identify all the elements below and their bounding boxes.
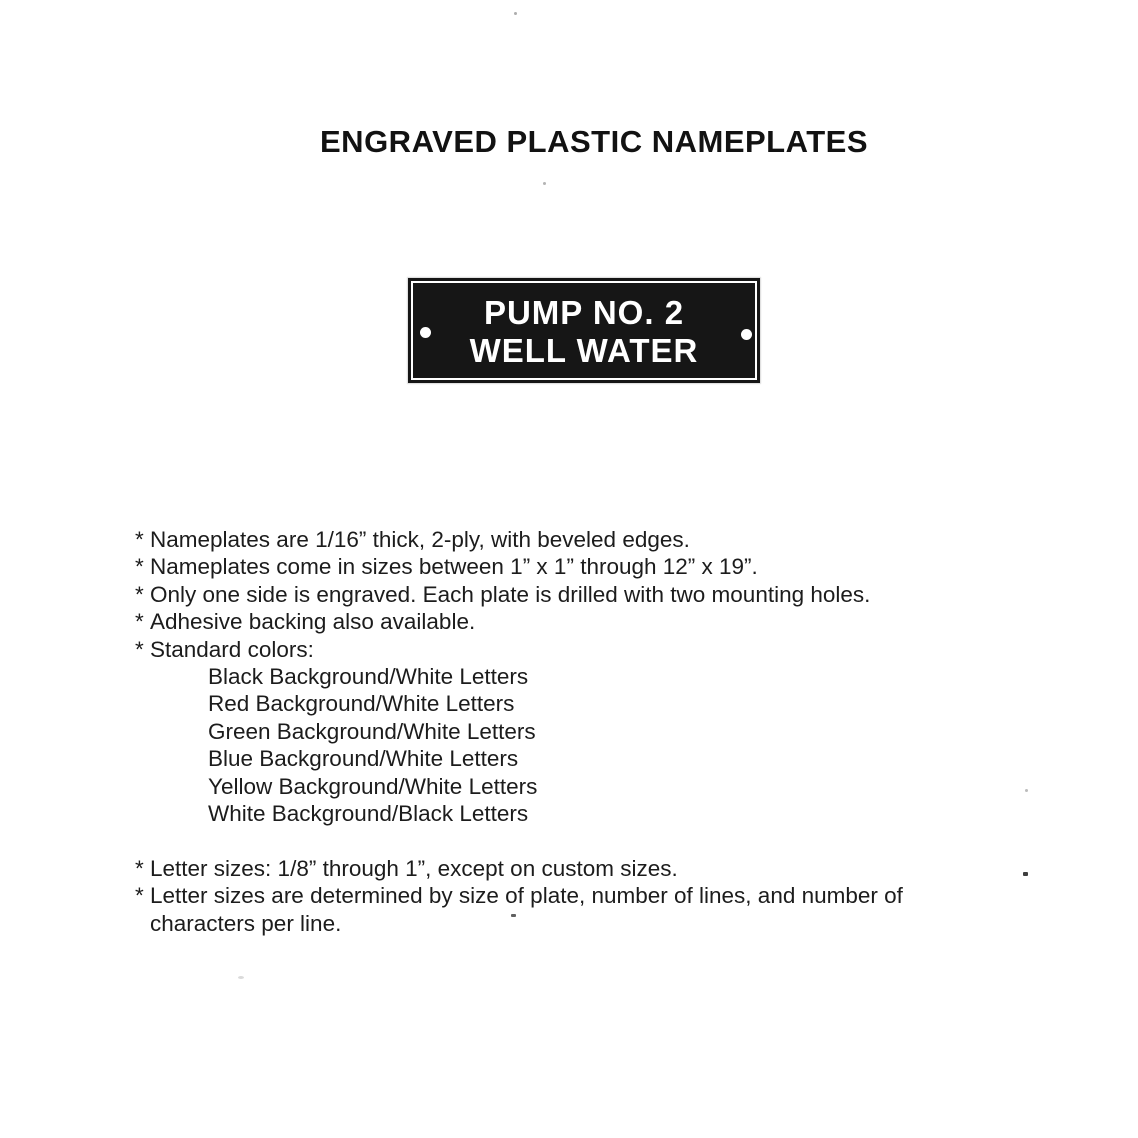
color-option: Black Background/White Letters	[208, 664, 529, 690]
nameplate-line1: PUMP NO. 2	[483, 293, 685, 331]
scan-speck	[514, 12, 517, 15]
spec-item	[135, 882, 995, 937]
asterisk-marker: *	[135, 855, 144, 881]
spec-text: Adhesive backing also available.	[150, 609, 476, 635]
spec-item	[135, 581, 995, 608]
asterisk-marker: *	[135, 883, 144, 909]
asterisk-marker: *	[135, 581, 144, 607]
scan-speck	[238, 976, 244, 979]
color-option: Green Background/White Letters	[208, 718, 536, 744]
spec-text: Letter sizes are determined by size of plate, number of lines, and number of characters per line.	[150, 883, 903, 936]
color-option: Red Background/White Letters	[208, 691, 515, 717]
spec-item	[135, 855, 995, 882]
nameplate-line2: WELL WATER	[469, 331, 699, 369]
asterisk-marker: *	[135, 636, 144, 662]
page-title: ENGRAVED PLASTIC NAMEPLATES	[320, 124, 868, 159]
scan-speck	[543, 182, 546, 185]
nameplate-photo	[408, 278, 760, 383]
color-option: Yellow Background/White Letters	[208, 773, 538, 799]
spec-text: Only one side is engraved. Each plate is drilled with two mounting holes.	[150, 581, 871, 607]
color-option: Blue Background/White Letters	[208, 746, 519, 772]
spec-item	[135, 526, 995, 553]
spec-item	[135, 608, 995, 635]
asterisk-marker: *	[135, 609, 144, 635]
blank-line	[135, 827, 995, 854]
standard-colors-list	[135, 663, 995, 827]
spec-text: Standard colors:	[150, 636, 314, 662]
asterisk-marker: *	[135, 554, 144, 580]
nameplate-text	[408, 278, 760, 383]
spec-item	[135, 553, 995, 580]
spec-text: Letter sizes: 1/8” through 1”, except on custom sizes.	[150, 855, 678, 881]
scan-speck	[1025, 789, 1028, 792]
scan-speck	[1023, 872, 1028, 876]
asterisk-marker: *	[135, 527, 144, 552]
specs-list	[135, 526, 995, 937]
color-option: White Background/Black Letters	[208, 801, 529, 827]
spec-text: Nameplates come in sizes between 1” x 1” through 12” x 19”.	[150, 554, 758, 580]
spec-text: Nameplates are 1/16” thick, 2-ply, with beveled edges.	[150, 527, 690, 552]
scan-speck	[511, 914, 516, 917]
spec-item	[135, 636, 995, 663]
